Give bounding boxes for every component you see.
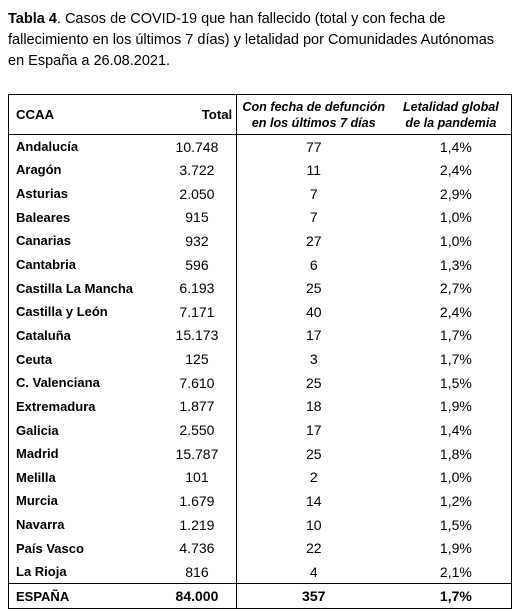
- total-recent: 357: [236, 584, 391, 609]
- table-row: [9, 182, 512, 206]
- cell-lethality: 1,4%: [439, 422, 472, 438]
- total-total: 84.000: [158, 584, 236, 609]
- cell-recent-deaths: 22: [305, 540, 322, 557]
- table-row: [9, 324, 512, 348]
- table-row: [9, 371, 512, 395]
- cell-lethality: 2,4%: [439, 303, 472, 320]
- cell-lethality: 1,7%: [439, 351, 472, 368]
- table-row: [9, 489, 512, 513]
- cell-total: 3.722: [158, 158, 236, 182]
- cell-ccaa: Asturias: [16, 186, 69, 202]
- cell-recent-deaths: 17: [305, 422, 322, 438]
- header-lethality: [391, 95, 512, 135]
- table-row: [9, 418, 512, 442]
- cell-ccaa: Ceuta: [16, 351, 53, 367]
- table-row: [9, 158, 512, 182]
- cell-ccaa: Andalucía: [16, 139, 79, 155]
- cell-recent-deaths: 77: [305, 138, 322, 155]
- cell-recent-deaths: 7: [309, 185, 318, 202]
- header-ccaa: CCAA: [9, 95, 159, 135]
- cell-total: 816: [158, 560, 236, 584]
- cell-total: 1.679: [158, 489, 236, 513]
- cell-recent-deaths: 27: [305, 232, 322, 249]
- cell-ccaa: La Rioja: [16, 564, 67, 580]
- cell-total: 7.610: [158, 371, 236, 395]
- cell-lethality: 1,5%: [439, 516, 472, 533]
- cell-ccaa: Cataluña: [16, 327, 71, 343]
- table-row: [9, 135, 512, 159]
- cell-total: 10.748: [158, 135, 236, 159]
- header-total: Total: [158, 95, 236, 135]
- table-row: [9, 253, 512, 277]
- cell-lethality: 1,7%: [439, 327, 472, 344]
- cell-lethality: 1,2%: [439, 492, 472, 509]
- cell-ccaa: Extremadura: [16, 398, 96, 414]
- cell-total: 15.173: [158, 324, 236, 348]
- total-ccaa: ESPAÑA: [9, 584, 159, 609]
- table-row: [9, 465, 512, 489]
- cell-lethality: 1,3%: [439, 256, 472, 273]
- cell-total: 596: [158, 253, 236, 277]
- cell-lethality: 1,5%: [439, 374, 472, 391]
- cell-total: 125: [158, 347, 236, 371]
- cell-total: 101: [158, 465, 236, 489]
- header-recent-line1: Con fecha de defunción: [242, 99, 386, 114]
- table-row: [9, 229, 512, 253]
- table-row: [9, 205, 512, 229]
- table-row: [9, 513, 512, 537]
- cell-ccaa: Madrid: [16, 446, 59, 462]
- table-row: [9, 300, 512, 324]
- cell-recent-deaths: 4: [309, 563, 318, 580]
- cell-ccaa: Navarra: [16, 517, 65, 533]
- header-recent-deaths: [236, 95, 391, 135]
- header-lethality-line2: de la pandemia: [405, 115, 497, 130]
- cell-recent-deaths: 18: [305, 398, 322, 415]
- cell-ccaa: Cantabria: [16, 257, 76, 273]
- cell-ccaa: Baleares: [16, 209, 71, 225]
- cell-ccaa: Castilla y León: [16, 304, 108, 320]
- cell-total: 15.787: [158, 442, 236, 466]
- table-header-row: [9, 95, 512, 135]
- cell-recent-deaths: 25: [305, 374, 322, 391]
- cell-ccaa: País Vasco: [16, 540, 84, 556]
- covid-deaths-table: [8, 94, 512, 609]
- cell-total: 4.736: [158, 536, 236, 560]
- cell-total: 1.219: [158, 513, 236, 537]
- cell-lethality: 2,9%: [439, 185, 472, 202]
- table-row: [9, 560, 512, 584]
- cell-lethality: 1,0%: [439, 209, 472, 226]
- table-row: [9, 347, 512, 371]
- cell-ccaa: Aragón: [16, 162, 62, 178]
- cell-ccaa: Galicia: [16, 422, 59, 438]
- cell-lethality: 1,4%: [439, 138, 472, 155]
- cell-ccaa: Canarias: [16, 233, 71, 249]
- table-row: [9, 276, 512, 300]
- cell-recent-deaths: 11: [306, 161, 321, 178]
- cell-lethality: 1,9%: [439, 398, 472, 415]
- cell-total: 2.550: [158, 418, 236, 442]
- table-row: [9, 536, 512, 560]
- cell-recent-deaths: 40: [305, 303, 322, 320]
- cell-total: 6.193: [158, 276, 236, 300]
- cell-recent-deaths: 25: [305, 280, 322, 297]
- table-row: [9, 442, 512, 466]
- header-recent-line2: en los últimos 7 días: [251, 115, 376, 130]
- cell-recent-deaths: 10: [305, 516, 322, 533]
- cell-lethality: 2,7%: [439, 280, 472, 297]
- table-caption: [8, 9, 508, 72]
- cell-lethality: 2,1%: [439, 563, 472, 580]
- cell-total: 932: [158, 229, 236, 253]
- cell-ccaa: Melilla: [16, 469, 56, 485]
- caption-text: . Casos de COVID-19 que han fallecido (total y con fecha de fallecimiento en los últimos 7 días) y letalidad por Comunidades Autónomas en España a 26.08.2021.: [8, 11, 495, 69]
- cell-recent-deaths: 7: [309, 209, 318, 226]
- total-lethality: 1,7%: [391, 584, 512, 609]
- cell-lethality: 1,9%: [439, 540, 472, 557]
- caption-label: Tabla 4: [8, 11, 57, 27]
- cell-lethality: 1,0%: [439, 469, 472, 486]
- cell-lethality: 1,0%: [439, 232, 472, 249]
- cell-ccaa: C. Valenciana: [16, 375, 100, 391]
- cell-total: 1.877: [158, 395, 236, 419]
- cell-recent-deaths: 6: [309, 256, 318, 273]
- cell-recent-deaths: 25: [305, 445, 322, 462]
- table-row: [9, 395, 512, 419]
- cell-ccaa: Murcia: [16, 493, 58, 509]
- cell-lethality: 2,4%: [439, 161, 472, 178]
- cell-recent-deaths: 2: [309, 469, 318, 486]
- cell-total: 2.050: [158, 182, 236, 206]
- cell-total: 7.171: [158, 300, 236, 324]
- cell-recent-deaths: 3: [309, 351, 318, 368]
- cell-recent-deaths: 14: [305, 492, 322, 509]
- header-lethality-line1: Letalidad global: [402, 99, 499, 114]
- cell-lethality: 1,8%: [439, 445, 472, 462]
- cell-total: 915: [158, 205, 236, 229]
- cell-recent-deaths: 17: [305, 327, 322, 344]
- cell-ccaa: Castilla La Mancha: [16, 280, 134, 296]
- total-row: [9, 584, 512, 609]
